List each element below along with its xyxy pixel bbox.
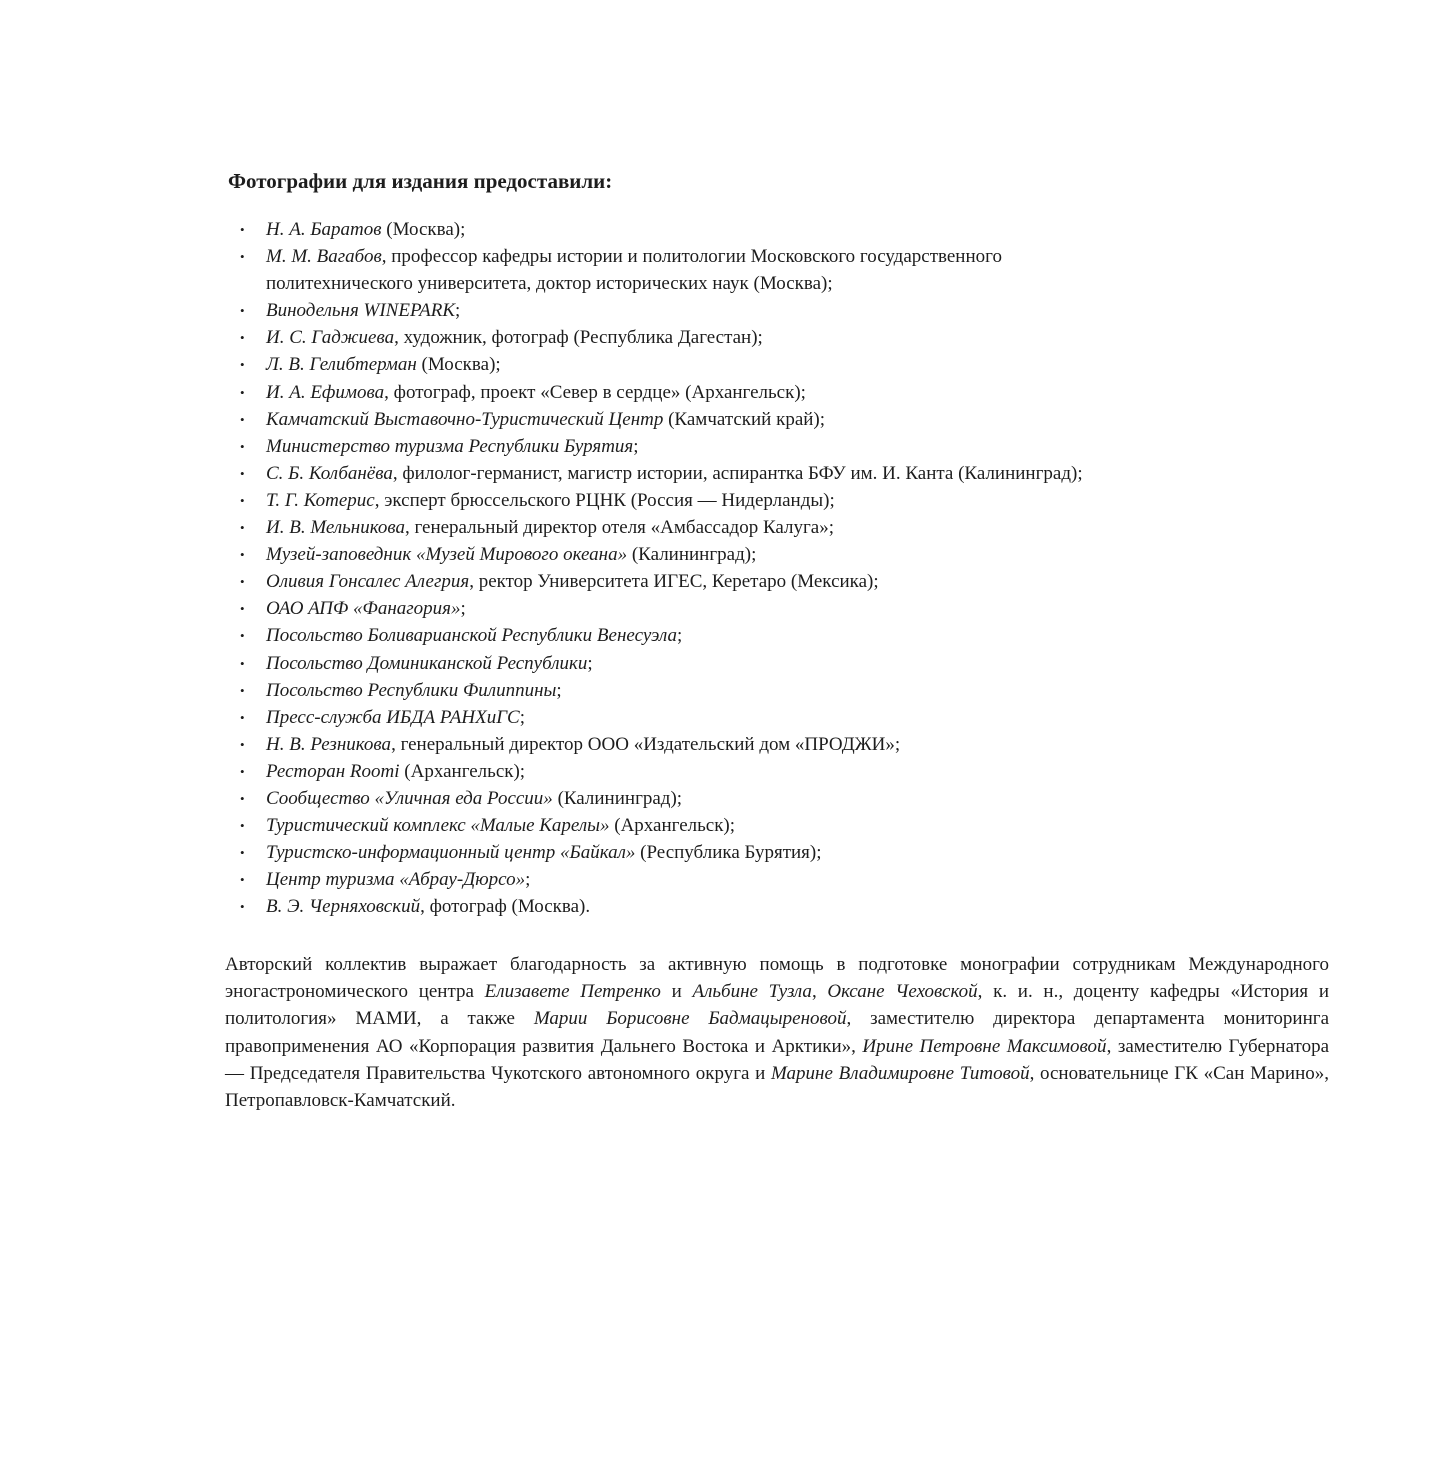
credit-name: Л. В. Гелибтерман xyxy=(266,354,417,376)
credit-details: (Калининград); xyxy=(627,544,757,566)
credit-details: ; xyxy=(519,706,525,728)
credit-item xyxy=(228,758,1228,785)
credit-details: ; xyxy=(633,435,639,457)
credit-details: (Архангельск); xyxy=(609,815,736,837)
credit-name: Пресс-служба ИБДА РАНХиГС xyxy=(266,706,520,728)
credit-item xyxy=(228,812,1228,839)
credit-details: , генеральный директор ООО «Издательский дом «ПРОДЖИ»; xyxy=(391,733,901,755)
credit-item xyxy=(228,487,1228,514)
credit-details: , генеральный директор отеля «Амбассадор Калуга»; xyxy=(404,517,834,539)
ack-person-name: Альбине Тузла xyxy=(692,981,812,1003)
credit-name: М. М. Вагабов xyxy=(266,246,382,268)
credit-item xyxy=(228,677,1228,704)
credit-details: (Камчатский край); xyxy=(663,408,826,430)
credit-name: Туристско-информационный центр «Байкал» xyxy=(266,842,636,864)
ack-text: , заместителю директора департамента мониторинга правоприменения АО «Корпорация развития Дальнего Востока и Арктики», xyxy=(225,1008,1329,1057)
credit-item xyxy=(228,541,1228,568)
credit-item xyxy=(228,460,1228,487)
credit-details: , профессор кафедры истории и политологии Московского государственного политехнического университета, доктор исторических наук (Москва); xyxy=(266,246,1002,295)
credit-details: , эксперт брюссельского РЦНК (Россия — Нидерланды); xyxy=(374,489,835,511)
photo-credits-list xyxy=(228,216,1228,920)
credit-name: В. Э. Черняховский xyxy=(266,896,421,918)
credit-details: (Республика Бурятия); xyxy=(635,842,822,864)
ack-person-name: Марине Владимировне Титовой xyxy=(770,1062,1030,1084)
credit-item xyxy=(228,406,1228,433)
credit-details: ; xyxy=(455,300,461,322)
credit-name: Сообщество «Уличная еда России» xyxy=(266,787,553,809)
credit-details: (Калининград); xyxy=(552,787,683,809)
ack-text: и xyxy=(660,981,693,1003)
credit-item xyxy=(228,785,1228,812)
ack-person-name: Елизавете Петренко xyxy=(484,981,661,1003)
credit-name: ОАО АПФ «Фанагория» xyxy=(266,598,461,620)
ack-text: , к. и. н., доценту кафедры «История и политология» МАМИ, а также xyxy=(225,981,1330,1030)
ack-person-name: Оксане Чеховской xyxy=(827,981,978,1003)
ack-text: , основательнице ГК «Сан Марино», Петропавловск-Камчатский. xyxy=(225,1062,1329,1112)
credit-details: , художник, фотограф (Республика Дагестан); xyxy=(394,327,763,349)
credit-name: Туристический комплекс «Малые Карелы» xyxy=(266,815,610,837)
credit-item xyxy=(228,514,1228,541)
credit-item xyxy=(228,595,1228,622)
credit-item xyxy=(228,704,1228,731)
ack-person-name: Марии Борисовне Бадмацыреновой xyxy=(533,1008,847,1030)
credit-name: И. В. Мельникова xyxy=(266,517,405,539)
credit-name: Н. В. Резникова xyxy=(266,733,392,755)
credit-item xyxy=(228,568,1228,595)
credit-item xyxy=(228,216,1228,243)
credit-item xyxy=(228,243,1086,297)
credit-item xyxy=(228,893,1228,920)
credit-item xyxy=(228,622,1228,649)
credit-details: , фотограф, проект «Север в сердце» (Архангельск); xyxy=(384,381,806,403)
ack-person-name: Ирине Петровне Максимовой xyxy=(862,1035,1107,1057)
credit-name: Посольство Доминиканской Республики xyxy=(266,652,588,674)
ack-text: , xyxy=(811,981,828,1003)
credit-item xyxy=(228,297,1228,324)
credit-name: Посольство Республики Филиппины xyxy=(266,679,557,701)
credit-name: С. Б. Колбанёва xyxy=(266,462,393,484)
credit-details: (Архангельск); xyxy=(399,760,526,782)
credit-item xyxy=(228,650,1228,677)
credit-name: Винодельня WINEPARK xyxy=(266,300,455,322)
credit-name: Министерство туризма Республики Бурятия xyxy=(266,435,634,457)
credit-details: ; xyxy=(587,652,593,674)
credit-details: , филолог-германист, магистр истории, аспирантка БФУ им. И. Канта (Калининград); xyxy=(392,462,1083,484)
credit-details: (Москва); xyxy=(381,219,466,240)
credit-details: ; xyxy=(460,598,466,620)
credit-item xyxy=(228,433,1228,460)
credit-item xyxy=(228,866,1228,893)
credit-details: ; xyxy=(676,625,683,647)
credit-item xyxy=(228,839,1228,866)
credit-name: И. С. Гаджиева xyxy=(266,327,395,349)
credit-name: Ресторан Roomi xyxy=(266,760,400,782)
credit-details: ; xyxy=(556,679,562,701)
credit-name: Музей-заповедник «Музей Мирового океана» xyxy=(266,544,628,566)
ack-text: Авторский коллектив выражает благодарность за активную помощь в подготовке монографии сотрудникам Международного эногастрономического центра xyxy=(225,954,1329,1003)
credit-details: , фотограф (Москва). xyxy=(420,896,591,918)
credit-name: Посольство Боливарианской Республики Венесуэла xyxy=(266,625,677,647)
credit-details: (Москва); xyxy=(416,354,501,376)
credit-item xyxy=(228,351,1228,378)
credit-details: , ректор Университета ИГЕС, Керетаро (Мексика); xyxy=(469,571,879,593)
credit-name: Оливия Гонсалес Алегрия xyxy=(266,571,470,593)
credit-item xyxy=(228,324,1228,351)
ack-text: , заместителю Губернатора — Председателя Правительства Чукотского автономного округа и xyxy=(225,1035,1329,1084)
acknowledgement-paragraph xyxy=(225,951,1329,1114)
credits-heading: Фотографии для издания предоставили: xyxy=(228,169,613,193)
credit-name: И. А. Ефимова xyxy=(266,381,385,403)
credit-details: ; xyxy=(525,869,531,891)
credit-name: Т. Г. Котерис xyxy=(266,489,375,511)
credit-name: Центр туризма «Абрау-Дюрсо» xyxy=(266,869,526,891)
credit-item xyxy=(228,379,1228,406)
credit-name: Н. А. Баратов xyxy=(266,219,382,240)
credit-item xyxy=(228,731,1228,758)
credit-name: Камчатский Выставочно-Туристический Центр xyxy=(266,408,664,430)
